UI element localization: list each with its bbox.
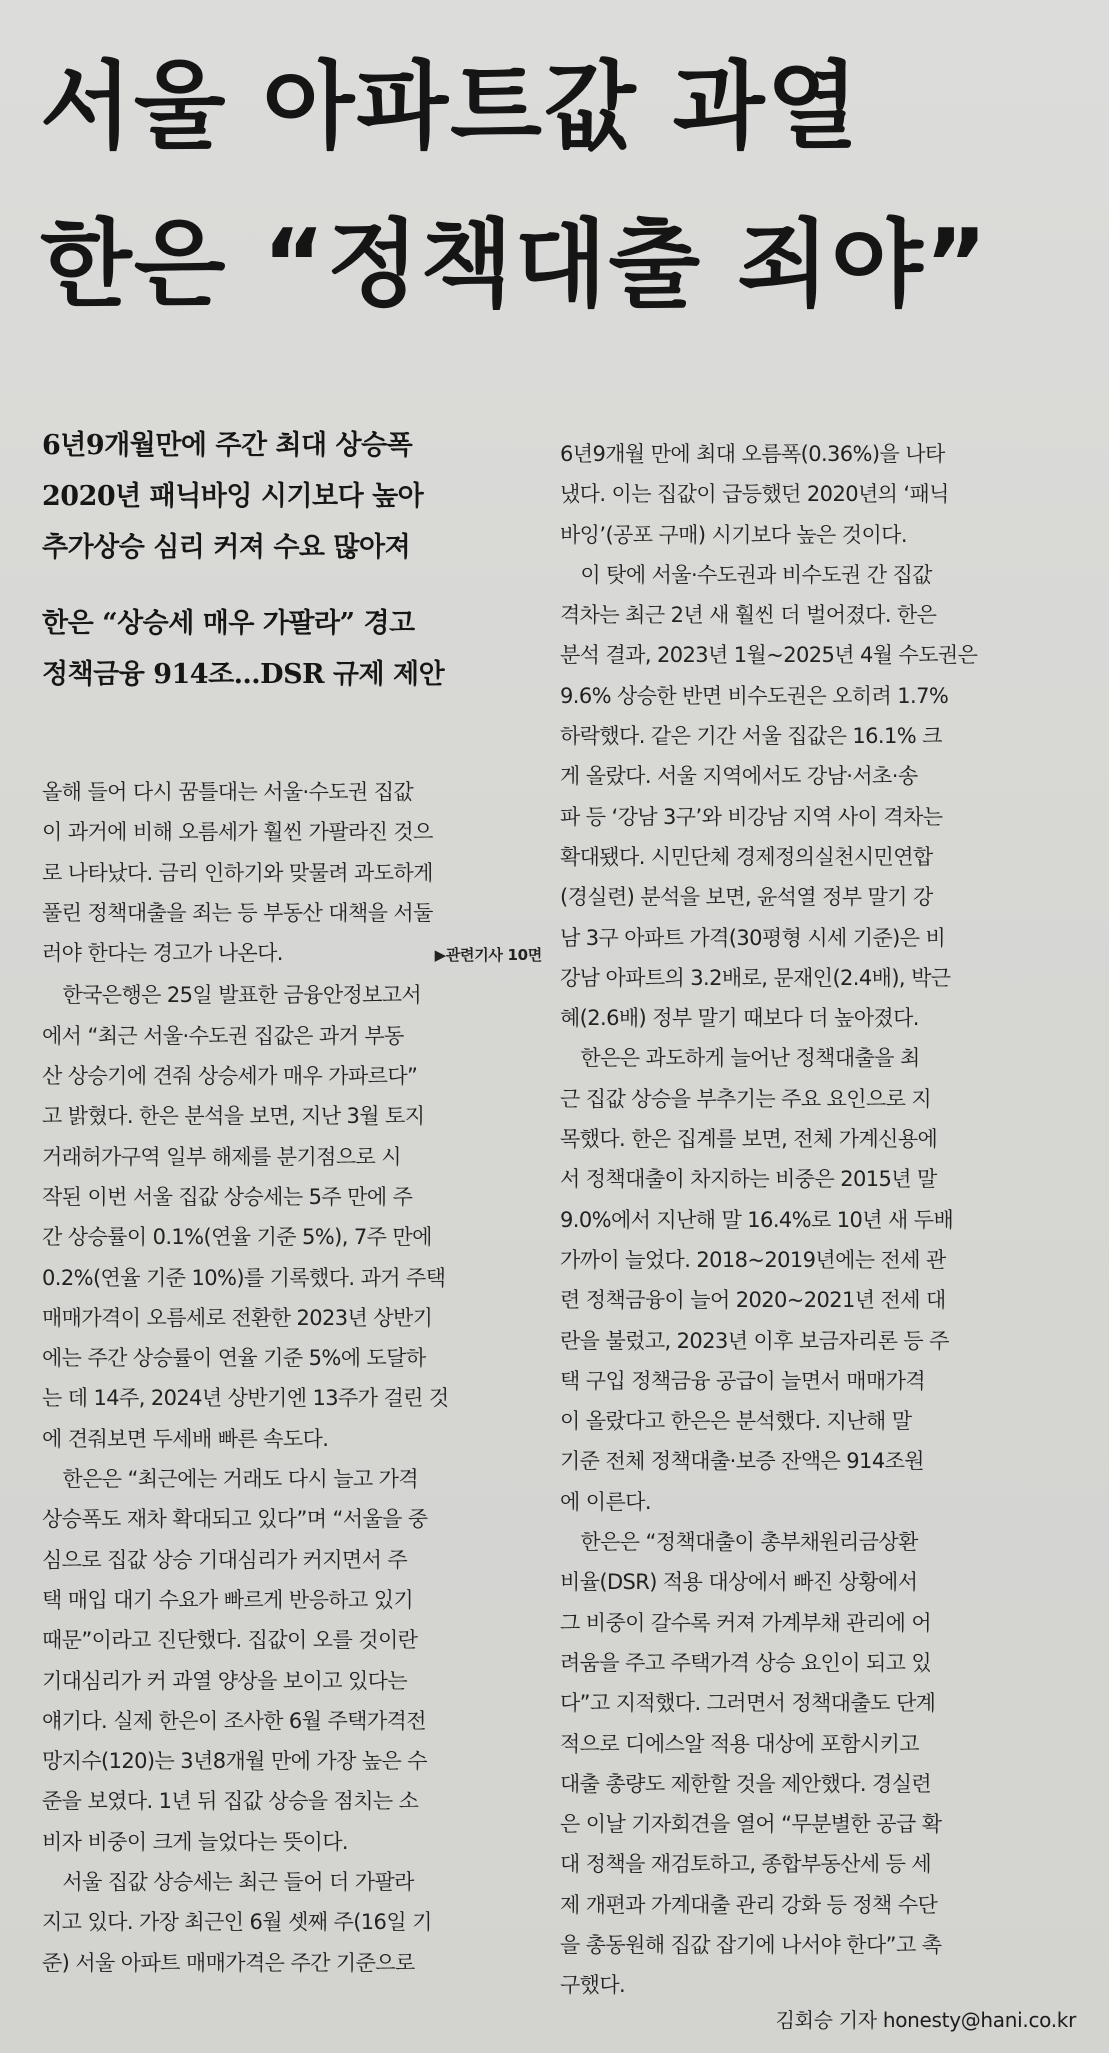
body-text-line: 격차는 최근 2년 새 훨씬 더 벌어졌다. 한은 xyxy=(560,603,937,628)
body-text-line: 련 정책금융이 늘어 2020~2021년 전세 대 xyxy=(560,1288,946,1313)
body-text-line: 때문”이라고 진단했다. 집값이 오를 것이란 xyxy=(42,1628,418,1653)
body-text-line: 구했다. xyxy=(560,1973,626,1998)
body-text-line: 에는 주간 상승률이 연율 기준 5%에 도달하 xyxy=(42,1346,426,1371)
body-text-line: 란을 불렀고, 2023년 이후 보금자리론 등 주 xyxy=(560,1328,949,1353)
body-text-line: 망지수(120)는 3년8개월 만에 가장 높은 수 xyxy=(42,1749,427,1774)
subhead-line: 한은 “상승세 매우 가팔라” 경고 xyxy=(42,608,415,639)
body-text-line: 거래허가구역 일부 해제를 분기점으로 시 xyxy=(42,1144,401,1169)
body-text-line: 하락했다. 같은 기간 서울 집값은 16.1% 크 xyxy=(560,724,942,749)
headline-line-1: 서울 아파트값 과열 xyxy=(40,52,861,162)
body-text-line: 한은은 “정책대출이 총부채원리금상환 xyxy=(560,1530,918,1555)
body-text-line: 비율(DSR) 적용 대상에서 빠진 상황에서 xyxy=(560,1570,918,1595)
subhead-line: 2020년 패닉바잉 시기보다 높아 xyxy=(42,481,424,512)
body-text-line: 고 밝혔다. 한은 분석을 보면, 지난 3월 토지 xyxy=(42,1104,425,1129)
body-text-line: 6년9개월 만에 최대 오름폭(0.36%)을 나타 xyxy=(560,442,945,466)
body-text-line: 대출 총량도 제한할 것을 제안했다. 경실련 xyxy=(560,1771,932,1796)
body-text-line: 은 이날 기자회견을 열어 “무분별한 공급 확 xyxy=(560,1812,942,1837)
body-text-line: 작된 이번 서울 집값 상승세는 5주 만에 주 xyxy=(42,1184,413,1209)
headline xyxy=(40,28,1090,344)
body-text-line: 냈다. 이는 집값이 급등했던 2020년의 ‘패닉 xyxy=(560,482,949,507)
body-text-line: 9.0%에서 지난해 말 16.4%로 10년 새 두배 xyxy=(560,1207,954,1232)
body-text-line: 지고 있다. 가장 최근인 6월 셋째 주(16일 기 xyxy=(42,1910,432,1935)
body-text-line: 에서 “최근 서울·수도권 집값은 과거 부동 xyxy=(42,1023,404,1048)
body-text-line: 한국은행은 25일 발표한 금융안정보고서 xyxy=(42,983,422,1008)
body-text-line: 러야 한다는 경고가 나온다. ▶관련기사 10면 xyxy=(42,933,542,975)
subhead-line: 추가상승 심리 커져 수요 많아져 xyxy=(42,532,411,563)
body-text-line: 한은은 “최근에는 거래도 다시 늘고 가격 xyxy=(42,1467,419,1492)
body-text-line: 서울 집값 상승세는 최근 들어 더 가팔라 xyxy=(42,1870,414,1895)
body-text-line: 을 총동원해 집값 잡기에 나서야 한다”고 촉 xyxy=(560,1932,942,1957)
body-text-line: 비자 비중이 크게 늘었다는 뜻이다. xyxy=(42,1829,348,1854)
right-body-text xyxy=(560,434,1080,2006)
body-text-line: 대 정책을 재검토하고, 종합부동산세 등 세 xyxy=(560,1852,932,1877)
body-text-line: 에 이른다. xyxy=(560,1489,651,1514)
headline-line-2: 한은 “정책대출 죄야” xyxy=(40,210,990,320)
body-text-line: 강남 아파트의 3.2배로, 문재인(2.4배), 박근 xyxy=(560,965,951,990)
byline: 김회승 기자 honesty@hani.co.kr xyxy=(775,2008,1076,2032)
body-text-line: 산 상승기에 견줘 상승세가 매우 가파르다” xyxy=(42,1064,418,1089)
body-text-line: 택 매입 대기 수요가 빠르게 반응하고 있기 xyxy=(42,1587,414,1612)
body-text-line: 심으로 집값 상승 기대심리가 커지면서 주 xyxy=(42,1547,408,1572)
body-text-line: 려움을 주고 주택가격 상승 요인이 되고 있 xyxy=(560,1650,932,1675)
body-text-line: 서 정책대출이 차지하는 비중은 2015년 말 xyxy=(560,1167,937,1192)
body-text-line: 9.6% 상승한 반면 비수도권은 오히려 1.7% xyxy=(560,683,949,708)
left-column xyxy=(42,420,542,1983)
body-text-line: 가까이 늘었다. 2018~2019년에는 전세 관 xyxy=(560,1247,946,1272)
body-text-line: 매매가격이 오름세로 전환한 2023년 상반기 xyxy=(42,1305,433,1330)
right-column xyxy=(560,434,1080,2006)
body-text-line: 목했다. 한은 집계를 보면, 전체 가계신용에 xyxy=(560,1127,938,1152)
body-text-line: 파 등 ‘강남 3구’와 비강남 지역 사이 격차는 xyxy=(560,804,943,829)
related-article-ref: ▶관련기사 10면 xyxy=(434,946,542,965)
body-text-line: 바잉’(공포 구매) 시기보다 높은 것이다. xyxy=(560,522,907,547)
body-text-line: 로 나타났다. 금리 인하기와 맞물려 과도하게 xyxy=(42,860,433,885)
subhead-line: 6년9개월만에 주간 최대 상승폭 xyxy=(42,430,413,461)
body-text-line: 확대됐다. 시민단체 경제정의실천시민연합 xyxy=(560,844,933,869)
body-text-line: 혜(2.6배) 정부 말기 때보다 더 높아졌다. xyxy=(560,1006,919,1031)
body-text-line: 다”고 지적했다. 그러면서 정책대출도 단계 xyxy=(560,1691,936,1716)
body-text-line: 택 구입 정책금융 공급이 늘면서 매매가격 xyxy=(560,1368,926,1393)
body-text-line: 얘기다. 실제 한은이 조사한 6월 주택가격전 xyxy=(42,1708,426,1733)
body-text-line: 이 올랐다고 한은은 분석했다. 지난해 말 xyxy=(560,1409,912,1434)
body-text-line: 기대심리가 커 과열 양상을 보이고 있다는 xyxy=(42,1668,408,1693)
body-text-line: 에 견줘보면 두세배 빠른 속도다. xyxy=(42,1426,329,1451)
body-text-line: 남 3구 아파트 가격(30평형 시세 기준)은 비 xyxy=(560,925,946,950)
body-text-line: 게 올랐다. 서울 지역에서도 강남·서초·송 xyxy=(560,764,918,789)
body-text-line: 근 집값 상승을 부추기는 주요 요인으로 지 xyxy=(560,1086,932,1111)
body-text-line: 한은은 과도하게 늘어난 정책대출을 최 xyxy=(560,1046,920,1071)
body-text-line: 풀린 정책대출을 죄는 등 부동산 대책을 서둘 xyxy=(42,900,433,925)
body-text-line: 간 상승률이 0.1%(연율 기준 5%), 7주 만에 xyxy=(42,1225,432,1250)
body-text-line: 이 과거에 비해 오름세가 훨씬 가팔라진 것으 xyxy=(42,820,433,845)
body-text-line: 적으로 디에스알 적용 대상에 포함시키고 xyxy=(560,1731,919,1756)
subhead-line: 정책금융 914조…DSR 규제 제안 xyxy=(42,659,445,690)
body-text-line: 는 데 14주, 2024년 상반기엔 13주가 걸린 것 xyxy=(42,1386,449,1411)
byline-row xyxy=(560,2004,1076,2033)
body-text-line: 분석 결과, 2023년 1월~2025년 4월 수도권은 xyxy=(560,643,978,668)
body-text-line: 0.2%(연율 기준 10%)를 기록했다. 과거 주택 xyxy=(42,1265,446,1290)
body-text-line: 올해 들어 다시 꿈틀대는 서울·수도권 집값 xyxy=(42,780,414,804)
body-text-line: 기준 전체 정책대출·보증 잔액은 914조원 xyxy=(560,1449,924,1474)
body-text-line: 준) 서울 아파트 매매가격은 주간 기준으로 xyxy=(42,1950,415,1975)
body-text-line: 상승폭도 재차 확대되고 있다”며 “서울을 중 xyxy=(42,1507,428,1532)
body-text-line: 그 비중이 갈수록 커져 가계부채 관리에 어 xyxy=(560,1610,932,1635)
body-text-line: 제 개편과 가계대출 관리 강화 등 정책 수단 xyxy=(560,1892,938,1917)
body-text-line: 준을 보였다. 1년 뒤 집값 상승을 점치는 소 xyxy=(42,1789,419,1814)
body-text-line: (경실련) 분석을 보면, 윤석열 정부 말기 강 xyxy=(560,885,933,910)
left-body-text xyxy=(42,772,542,1983)
body-text-line: 이 탓에 서울·수도권과 비수도권 간 집값 xyxy=(560,562,932,587)
